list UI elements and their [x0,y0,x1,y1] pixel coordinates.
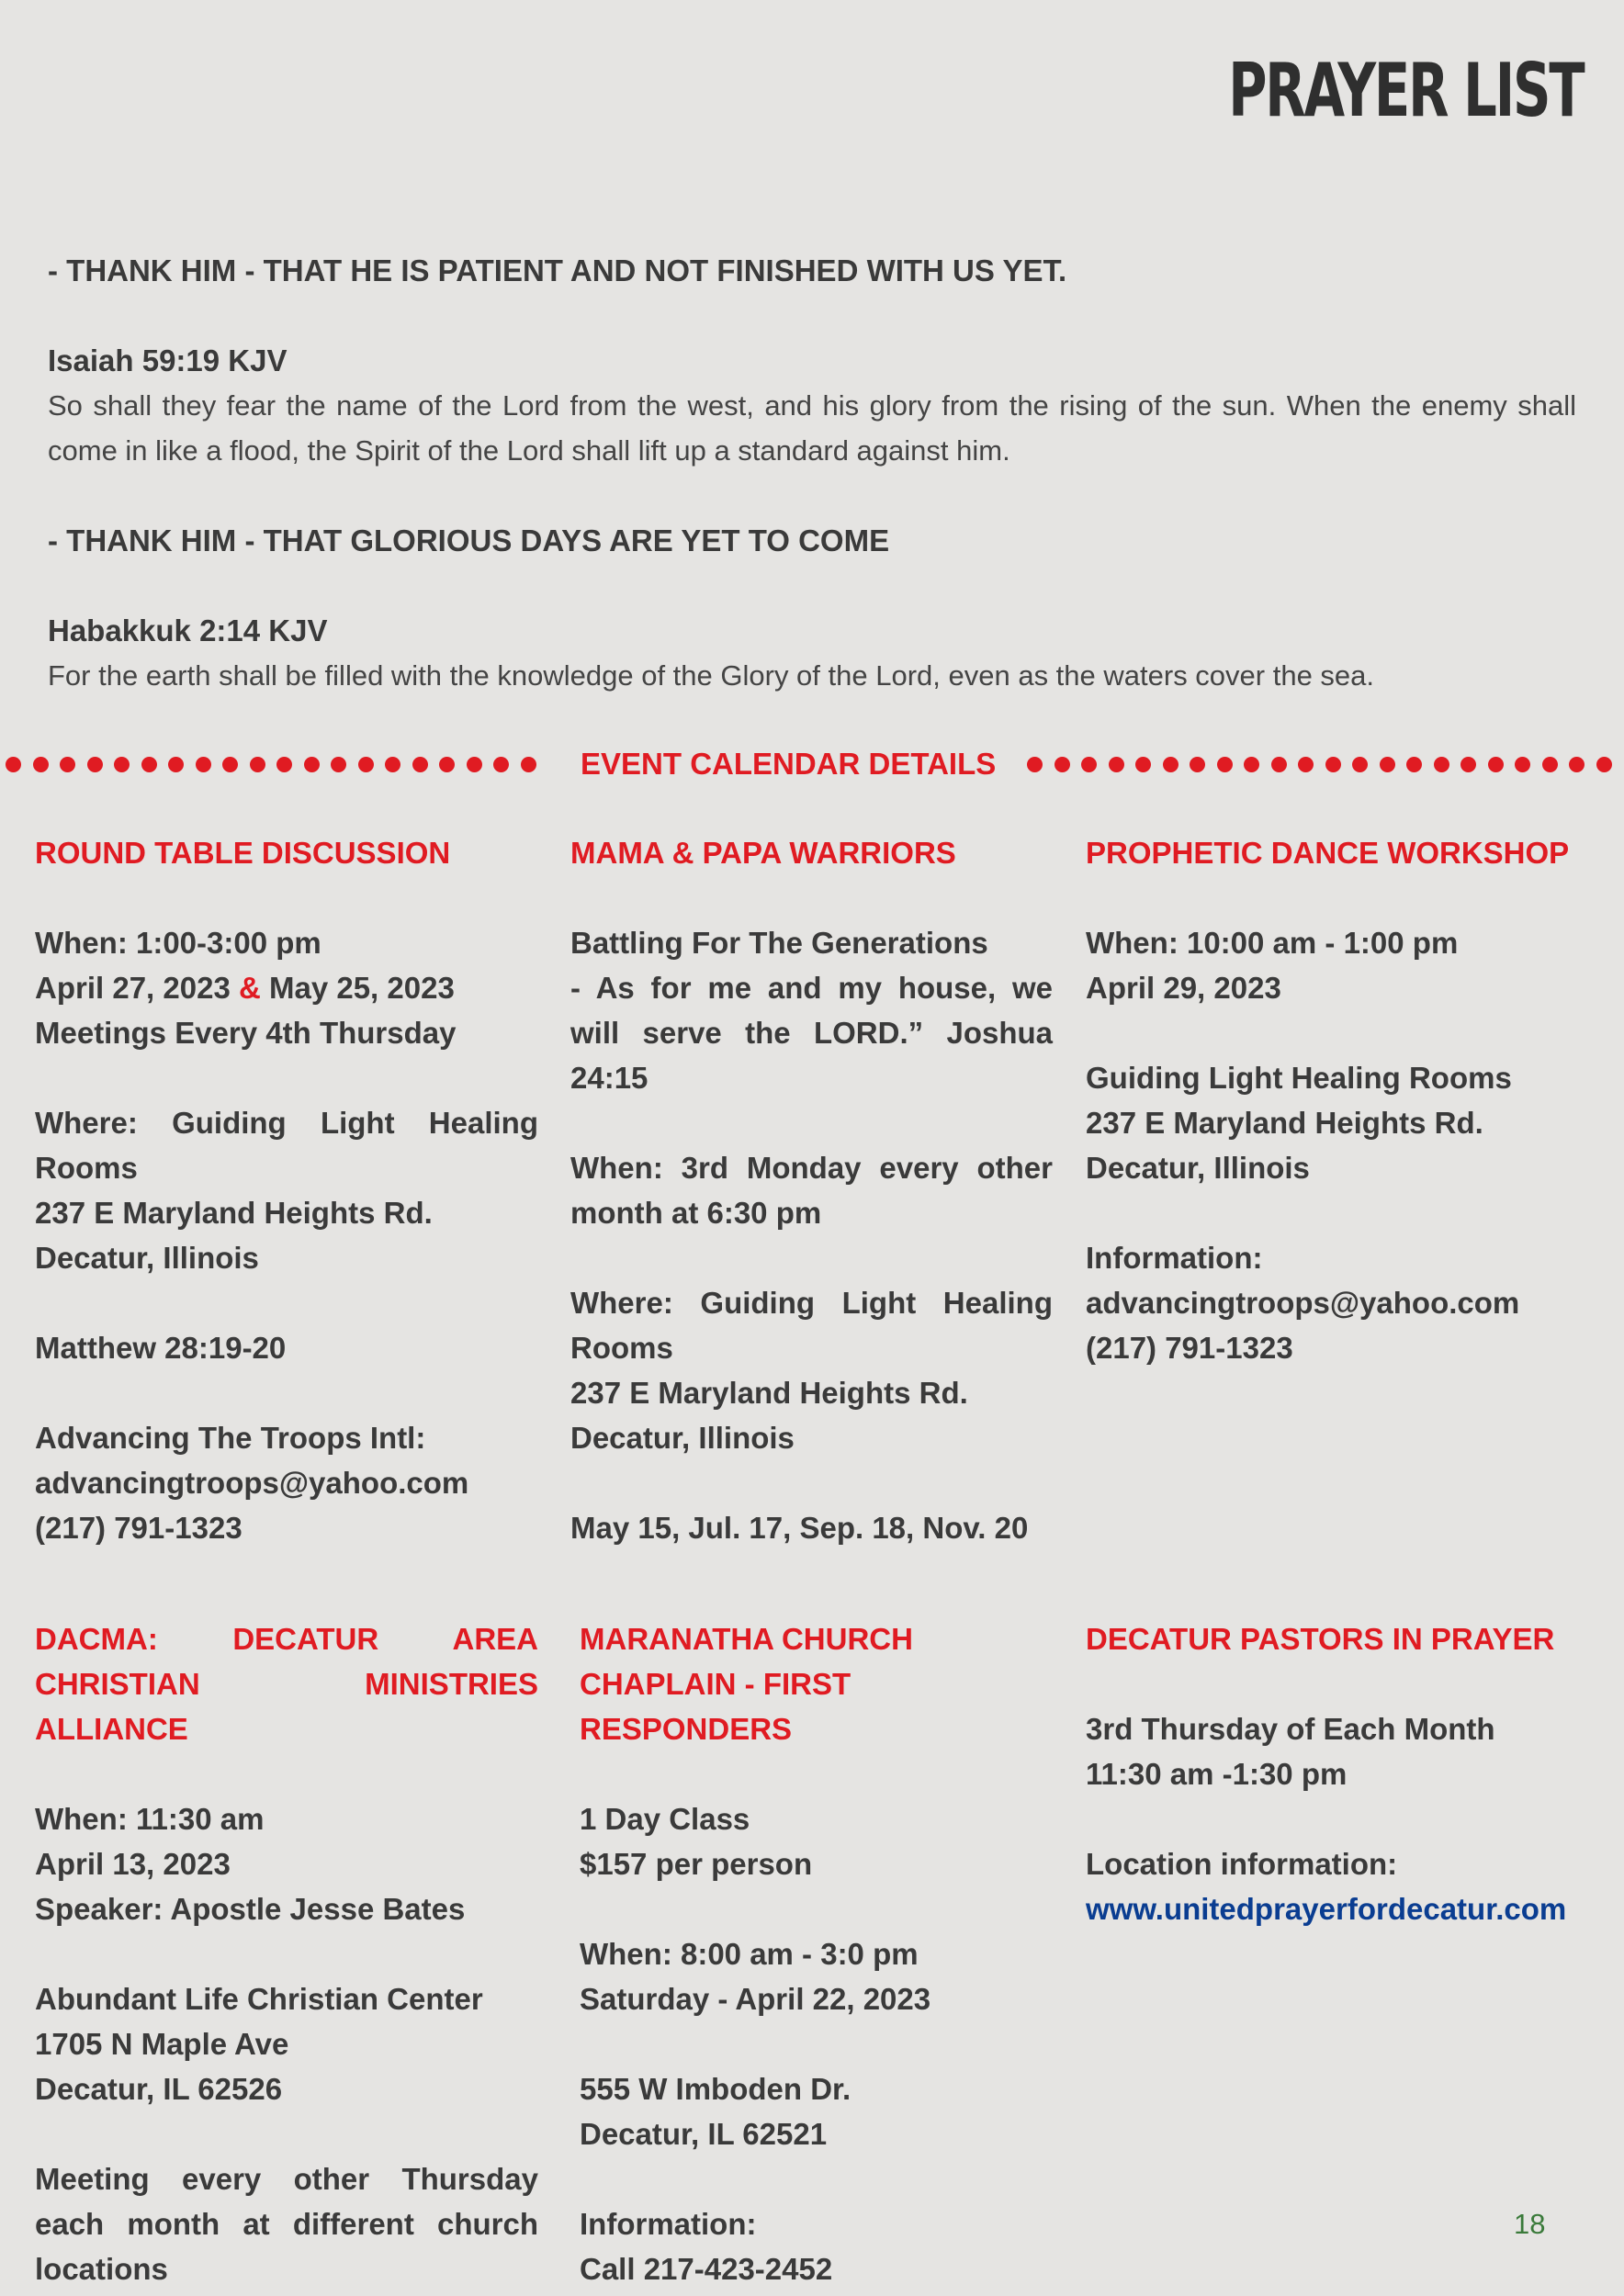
event-address-2: Decatur, IL 62521 [580,2117,828,2151]
event-location: Abundant Life Christian Center [35,1982,483,2016]
event-info-label: Information: [580,2207,757,2241]
event-maranatha [580,1616,1062,2291]
event-calendar-heading: EVENT CALENDAR DETAILS [581,747,997,781]
event-email: advancingtroops@yahoo.com [35,1466,469,1500]
divider-dot [1081,757,1097,772]
event-scripture: Matthew 28:19-20 [35,1331,287,1365]
event-title: DACMA: DECATUR AREA CHRISTIAN MINISTRIES ALLIANCE [35,1622,538,1746]
event-email: advancingtroops@yahoo.com [1086,1286,1520,1320]
intro-section [48,248,1576,698]
scripture-verse-1: So shall they fear the name of the Lord from the west, and his glory from the rising of the sun. When the enemy shall come in like a flood, the Spirit of the Lord shall lift up a standard against him. [48,389,1576,467]
divider-dot [521,757,536,772]
divider-dot [1596,757,1612,772]
divider-dot [331,757,346,772]
event-dates: May 15, Jul. 17, Sep. 18, Nov. 20 [570,1511,1029,1545]
event-location-label: Location information: [1086,1847,1398,1881]
event-calendar-divider [0,746,1624,782]
event-title-line-2: CHAPLAIN - FIRST RESPONDERS [580,1667,851,1746]
divider-dot [1488,757,1504,772]
event-address-2: Decatur, IL 62526 [35,2072,283,2106]
divider-dot [1217,757,1233,772]
divider-dot [168,757,184,772]
divider-dot [1406,757,1422,772]
page-number: 18 [1514,2208,1546,2240]
event-address-1: 237 E Maryland Heights Rd. [1086,1106,1483,1140]
event-phone: Call 217-423-2452 [580,2252,833,2286]
divider-dot [141,757,157,772]
event-address-2: Decatur, Illinois [35,1241,259,1275]
divider-dot [250,757,265,772]
divider-dot [1027,757,1043,772]
divider-dot [412,757,428,772]
divider-dot [1135,757,1151,772]
event-round-table [35,830,538,1550]
event-when: When: 8:00 am - 3:0 pm [580,1937,919,1971]
event-decatur-pastors [1086,1616,1609,1931]
event-when: When: 10:00 am - 1:00 pm [1086,926,1459,960]
event-website-link[interactable]: www.unitedprayerfordecatur.com [1086,1892,1567,1926]
event-address-2: Decatur, Illinois [1086,1151,1310,1185]
scripture-ref-1: Isaiah 59:19 KJV [48,343,288,377]
event-address-1: 237 E Maryland Heights Rd. [35,1196,433,1230]
thanks-heading-1: - THANK HIM - THAT HE IS PATIENT AND NOT FINISHED WITH US YET. [48,253,1067,287]
divider-dot [1298,757,1314,772]
event-note: Meeting every other Thursday each month at different church locations [35,2162,538,2286]
dotted-rule-right [1027,757,1622,771]
event-speaker: Speaker: Apostle Jesse Bates [35,1892,466,1926]
event-address-2: Decatur, Illinois [570,1421,795,1455]
divider-dot [87,757,103,772]
divider-dot [1380,757,1395,772]
divider-dot [1352,757,1368,772]
event-info-label: Information: [1086,1241,1263,1275]
event-recurrence: Meetings Every 4th Thursday [35,1016,457,1050]
dotted-rule-left [6,757,544,771]
event-phone: (217) 791-1323 [35,1511,242,1545]
divider-dot [385,757,400,772]
event-schedule: 3rd Thursday of Each Month [1086,1712,1495,1746]
thanks-heading-2: - THANK HIM - THAT GLORIOUS DAYS ARE YET TO COME [48,523,890,557]
event-title: DECATUR PASTORS IN PRAYER [1086,1622,1555,1656]
divider-dot [196,757,211,772]
event-where: Where: Guiding Light Healing Rooms [35,1106,538,1185]
divider-dot [60,757,75,772]
event-class: 1 Day Class [580,1802,750,1836]
event-address-1: 237 E Maryland Heights Rd. [570,1376,968,1410]
page-title: PRAYER LIST [1227,48,1583,133]
event-title-line-1: MARANATHA CHURCH [580,1622,913,1656]
divider-dot [467,757,482,772]
divider-dot [1190,757,1205,772]
divider-dot [222,757,238,772]
event-price: $157 per person [580,1847,813,1881]
event-time: 11:30 am -1:30 pm [1086,1757,1348,1791]
event-where: Where: Guiding Light Healing Rooms [570,1286,1053,1365]
event-org: Advancing The Troops Intl: [35,1421,426,1455]
divider-dot [276,757,292,772]
event-location: Guiding Light Healing Rooms [1086,1061,1512,1095]
event-dates: April 27, 2023 & May 25, 2023 [35,971,455,1005]
divider-dot [1569,757,1585,772]
divider-dot [1271,757,1287,772]
event-when: When: 11:30 am [35,1802,265,1836]
divider-dot [1434,757,1449,772]
event-when: When: 3rd Monday every other month at 6:30 pm [570,1151,1053,1230]
scripture-ref-2: Habakkuk 2:14 KJV [48,613,328,647]
event-date: Saturday - April 22, 2023 [580,1982,931,2016]
divider-dot [1163,757,1179,772]
event-quote: - As for me and my house, we will serve the LORD.” Joshua 24:15 [570,971,1053,1095]
divider-dot [114,757,130,772]
divider-dot [1460,757,1476,772]
divider-dot [358,757,374,772]
divider-dot [1515,757,1530,772]
divider-dot [304,757,320,772]
event-date: April 13, 2023 [35,1847,231,1881]
event-title: PROPHETIC DANCE WORKSHOP [1086,836,1570,870]
event-address-1: 1705 N Maple Ave [35,2027,289,2061]
divider-dot [6,757,21,772]
event-title: MAMA & PAPA WARRIORS [570,836,956,870]
event-subtitle: Battling For The Generations [570,926,988,960]
event-mama-papa-warriors [570,830,1053,1550]
event-date: April 29, 2023 [1086,971,1281,1005]
divider-dot [1109,757,1124,772]
divider-dot [1054,757,1070,772]
divider-dot [1325,757,1341,772]
event-dacma [35,1616,538,2291]
event-when: When: 1:00-3:00 pm [35,926,321,960]
divider-dot [33,757,49,772]
event-title: ROUND TABLE DISCUSSION [35,836,451,870]
event-phone: (217) 791-1323 [1086,1331,1293,1365]
divider-dot [1244,757,1259,772]
divider-dot [1542,757,1558,772]
scripture-verse-2: For the earth shall be filled with the knowledge of the Glory of the Lord, even as the waters cover the sea. [48,659,1375,692]
event-prophetic-dance [1086,830,1600,1370]
divider-dot [493,757,509,772]
event-address-1: 555 W Imboden Dr. [580,2072,851,2106]
divider-dot [439,757,455,772]
